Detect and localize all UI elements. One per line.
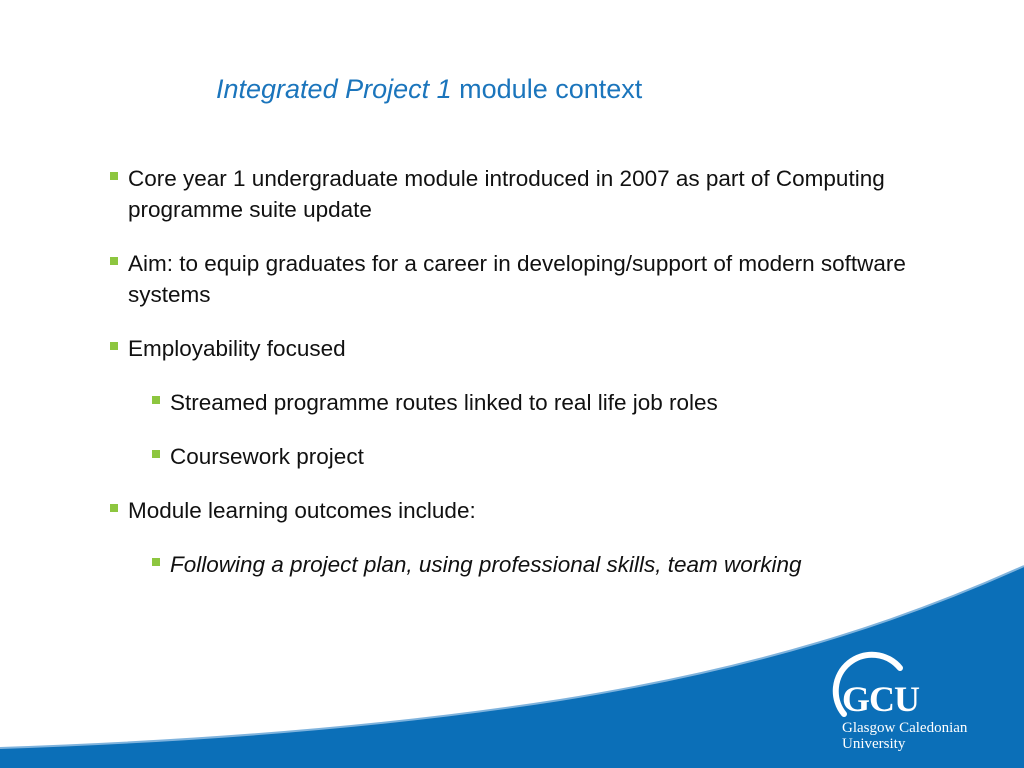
bullet-text: Following a project plan, using professional skills, team working (170, 552, 802, 577)
bullet-text: Module learning outcomes include: (128, 498, 476, 523)
green-square-bullet-icon (110, 257, 118, 265)
bullet-item (106, 248, 906, 310)
bullet-text: Employability focused (128, 336, 346, 361)
bullet-text: Streamed programme routes linked to real life job roles (170, 390, 718, 415)
logo-university-name (842, 720, 967, 752)
sub-bullet-item (106, 549, 906, 580)
bullet-item (106, 333, 906, 364)
bullet-text: Core year 1 undergraduate module introduced in 2007 as part of Computing programme suite update (128, 166, 885, 222)
slide-title-regular: module context (451, 74, 643, 104)
slide-title-italic: Integrated Project 1 (216, 74, 452, 104)
green-square-bullet-icon (110, 172, 118, 180)
slide-title (0, 74, 1024, 105)
green-square-bullet-icon (152, 450, 160, 458)
sub-bullet-item (106, 387, 906, 418)
bullet-item (106, 495, 906, 526)
bullet-item (106, 163, 906, 225)
gcu-logo (830, 650, 1020, 755)
green-square-bullet-icon (110, 342, 118, 350)
bullet-list (106, 163, 906, 603)
logo-name-line2: University (842, 736, 906, 752)
green-square-bullet-icon (152, 396, 160, 404)
bullet-text: Coursework project (170, 444, 364, 469)
green-square-bullet-icon (152, 558, 160, 566)
green-square-bullet-icon (110, 504, 118, 512)
bullet-text: Aim: to equip graduates for a career in developing/support of modern software systems (128, 251, 906, 307)
logo-abbreviation: GCU (842, 679, 919, 719)
sub-bullet-item (106, 441, 906, 472)
logo-name-line1: Glasgow Caledonian (842, 720, 968, 736)
